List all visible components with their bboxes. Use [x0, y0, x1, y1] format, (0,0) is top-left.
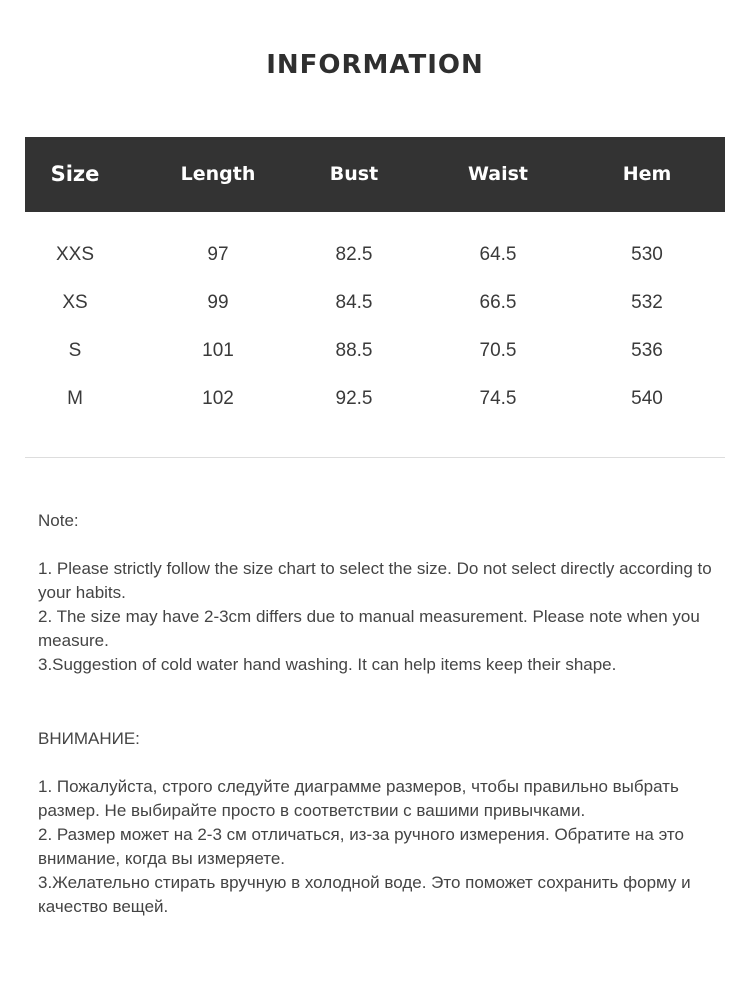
- note-item-ru-2: 2. Размер может на 2-3 см отличаться, из-за ручного измерения. Обратите на это внимание, когда вы измеряете.: [38, 825, 684, 868]
- cell-length: 97: [207, 244, 229, 265]
- cell-size: XXS: [55, 244, 95, 265]
- cell-length: 99: [207, 292, 229, 313]
- table-row: [0, 280, 750, 328]
- size-table-body: [0, 232, 750, 424]
- cell-waist: 66.5: [479, 292, 517, 313]
- header-length: Length: [180, 163, 256, 185]
- cell-waist: 64.5: [479, 244, 517, 265]
- section-divider: [25, 457, 725, 458]
- table-row: [0, 328, 750, 376]
- header-bust: Bust: [329, 163, 379, 185]
- cell-size: XS: [62, 292, 88, 313]
- cell-bust: 88.5: [335, 340, 373, 361]
- cell-bust: 84.5: [335, 292, 373, 313]
- note-item-ru-1: 1. Пожалуйста, строго следуйте диаграмме размеров, чтобы правильно выбрать размер. Не выбирайте просто в соответствии с вашими привычками.: [38, 777, 679, 820]
- note-item-ru-3: 3.Желательно стирать вручную в холодной воде. Это поможет сохранить форму и качество вещей.: [38, 873, 691, 916]
- header-waist: Waist: [467, 163, 529, 185]
- note-item-en-1: 1. Please strictly follow the size chart to select the size. Do not select directly according to your habits.: [38, 559, 712, 602]
- cell-hem: 540: [631, 388, 663, 409]
- page-title: INFORMATION: [266, 50, 484, 80]
- note-heading-ru: ВНИМАНИЕ:: [38, 729, 140, 748]
- note-item-en-3: 3.Suggestion of cold water hand washing. It can help items keep their shape.: [38, 655, 617, 674]
- cell-length: 102: [202, 388, 234, 409]
- note-item-en-2: 2. The size may have 2-3cm differs due to manual measurement. Please note when you measure.: [38, 607, 700, 650]
- cell-size: S: [68, 340, 82, 361]
- header-hem: Hem: [622, 163, 672, 185]
- header-size: Size: [50, 162, 100, 186]
- cell-hem: 532: [631, 292, 663, 313]
- size-table-header: [25, 137, 725, 212]
- table-row: [0, 376, 750, 424]
- cell-hem: 536: [631, 340, 663, 361]
- cell-bust: 82.5: [335, 244, 373, 265]
- cell-bust: 92.5: [335, 388, 373, 409]
- cell-waist: 74.5: [479, 388, 517, 409]
- cell-waist: 70.5: [479, 340, 517, 361]
- cell-length: 101: [202, 340, 234, 361]
- table-row: [0, 232, 750, 280]
- note-heading-en: Note:: [38, 511, 79, 530]
- cell-hem: 530: [631, 244, 663, 265]
- cell-size: M: [67, 388, 83, 409]
- notes-section: [38, 509, 728, 919]
